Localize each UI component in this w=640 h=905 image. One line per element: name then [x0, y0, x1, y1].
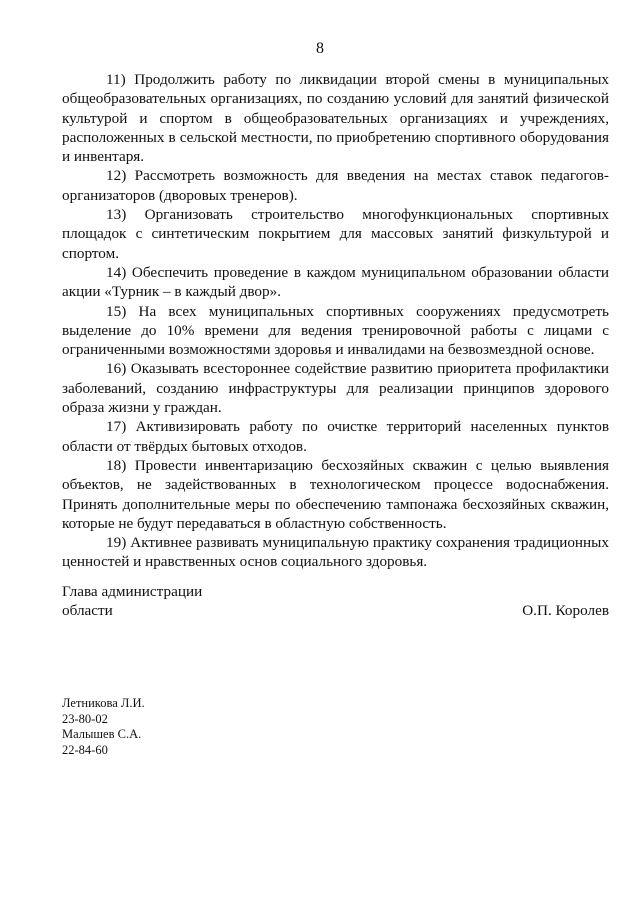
paragraph-item-13: 13) Организовать строительство многофункциональных спортивных площадок с синтетическим покрытием для массовых занятий физкультурой и спортом. [62, 206, 609, 262]
contact-name-1: Летникова Л.И. [62, 696, 145, 710]
signatory-title-line2: области [62, 602, 113, 620]
paragraph-item-16: 16) Оказывать всестороннее содействие развитию приоритета профилактики заболеваний, созданию инфраструктуры для реализации принципов здорового образа жизни у граждан. [62, 360, 609, 417]
contact-phone-2: 22-84-60 [62, 742, 108, 757]
signature-row [62, 601, 609, 620]
signatory-name: О.П. Королев [522, 602, 609, 620]
paragraph-item-18: 18) Провести инвентаризацию бесхозяйных скважин с целью выявления объектов, не задействованных в технологическом процессе водоснабжения. Принять дополнительные меры по обеспечению тампонажа бесхозяйных скважин, которые не будут передаваться в областную собственность. [62, 456, 609, 532]
paragraph-item-19: 19) Активнее развивать муниципальную практику сохранения традиционных ценностей и нравственных основ социального здоровья. [62, 534, 609, 571]
document-body [62, 70, 609, 572]
paragraph-item-14: 14) Обеспечить проведение в каждом муниципальном образовании области акции «Турник – в каждый двор». [62, 263, 609, 301]
paragraph-item-11: 11) Продолжить работу по ликвидации второй смены в муниципальных общеобразовательных организациях, по созданию условий для занятий физической культурой и спортом в общеобразовательных организациях и учреждениях, расположенных в сельской местности, по приобретению спортивного оборудования и инвентаря. [62, 71, 609, 166]
contact-name-2: Малышев С.А. [62, 727, 142, 741]
contact-phone-1: 23-80-02 [62, 711, 108, 726]
paragraph-item-12: 12) Рассмотреть возможность для введения на местах ставок педагогов-организаторов (дворовых тренеров). [62, 167, 609, 204]
page-number: 8 [316, 40, 324, 57]
contacts-block [62, 696, 145, 758]
signatory-title-line1: Глава администрации [62, 583, 203, 600]
signature-block [62, 582, 609, 621]
paragraph-item-15: 15) На всех муниципальных спортивных сооружениях предусмотреть выделение до 10% времени для ведения тренировочной работы с лицами с ограниченными возможностями здоровья и инвалидами на безвозмездной основе. [62, 302, 609, 359]
paragraph-item-17: 17) Активизировать работу по очистке территорий населенных пунктов области от твёрдых бытовых отходов. [62, 418, 609, 455]
